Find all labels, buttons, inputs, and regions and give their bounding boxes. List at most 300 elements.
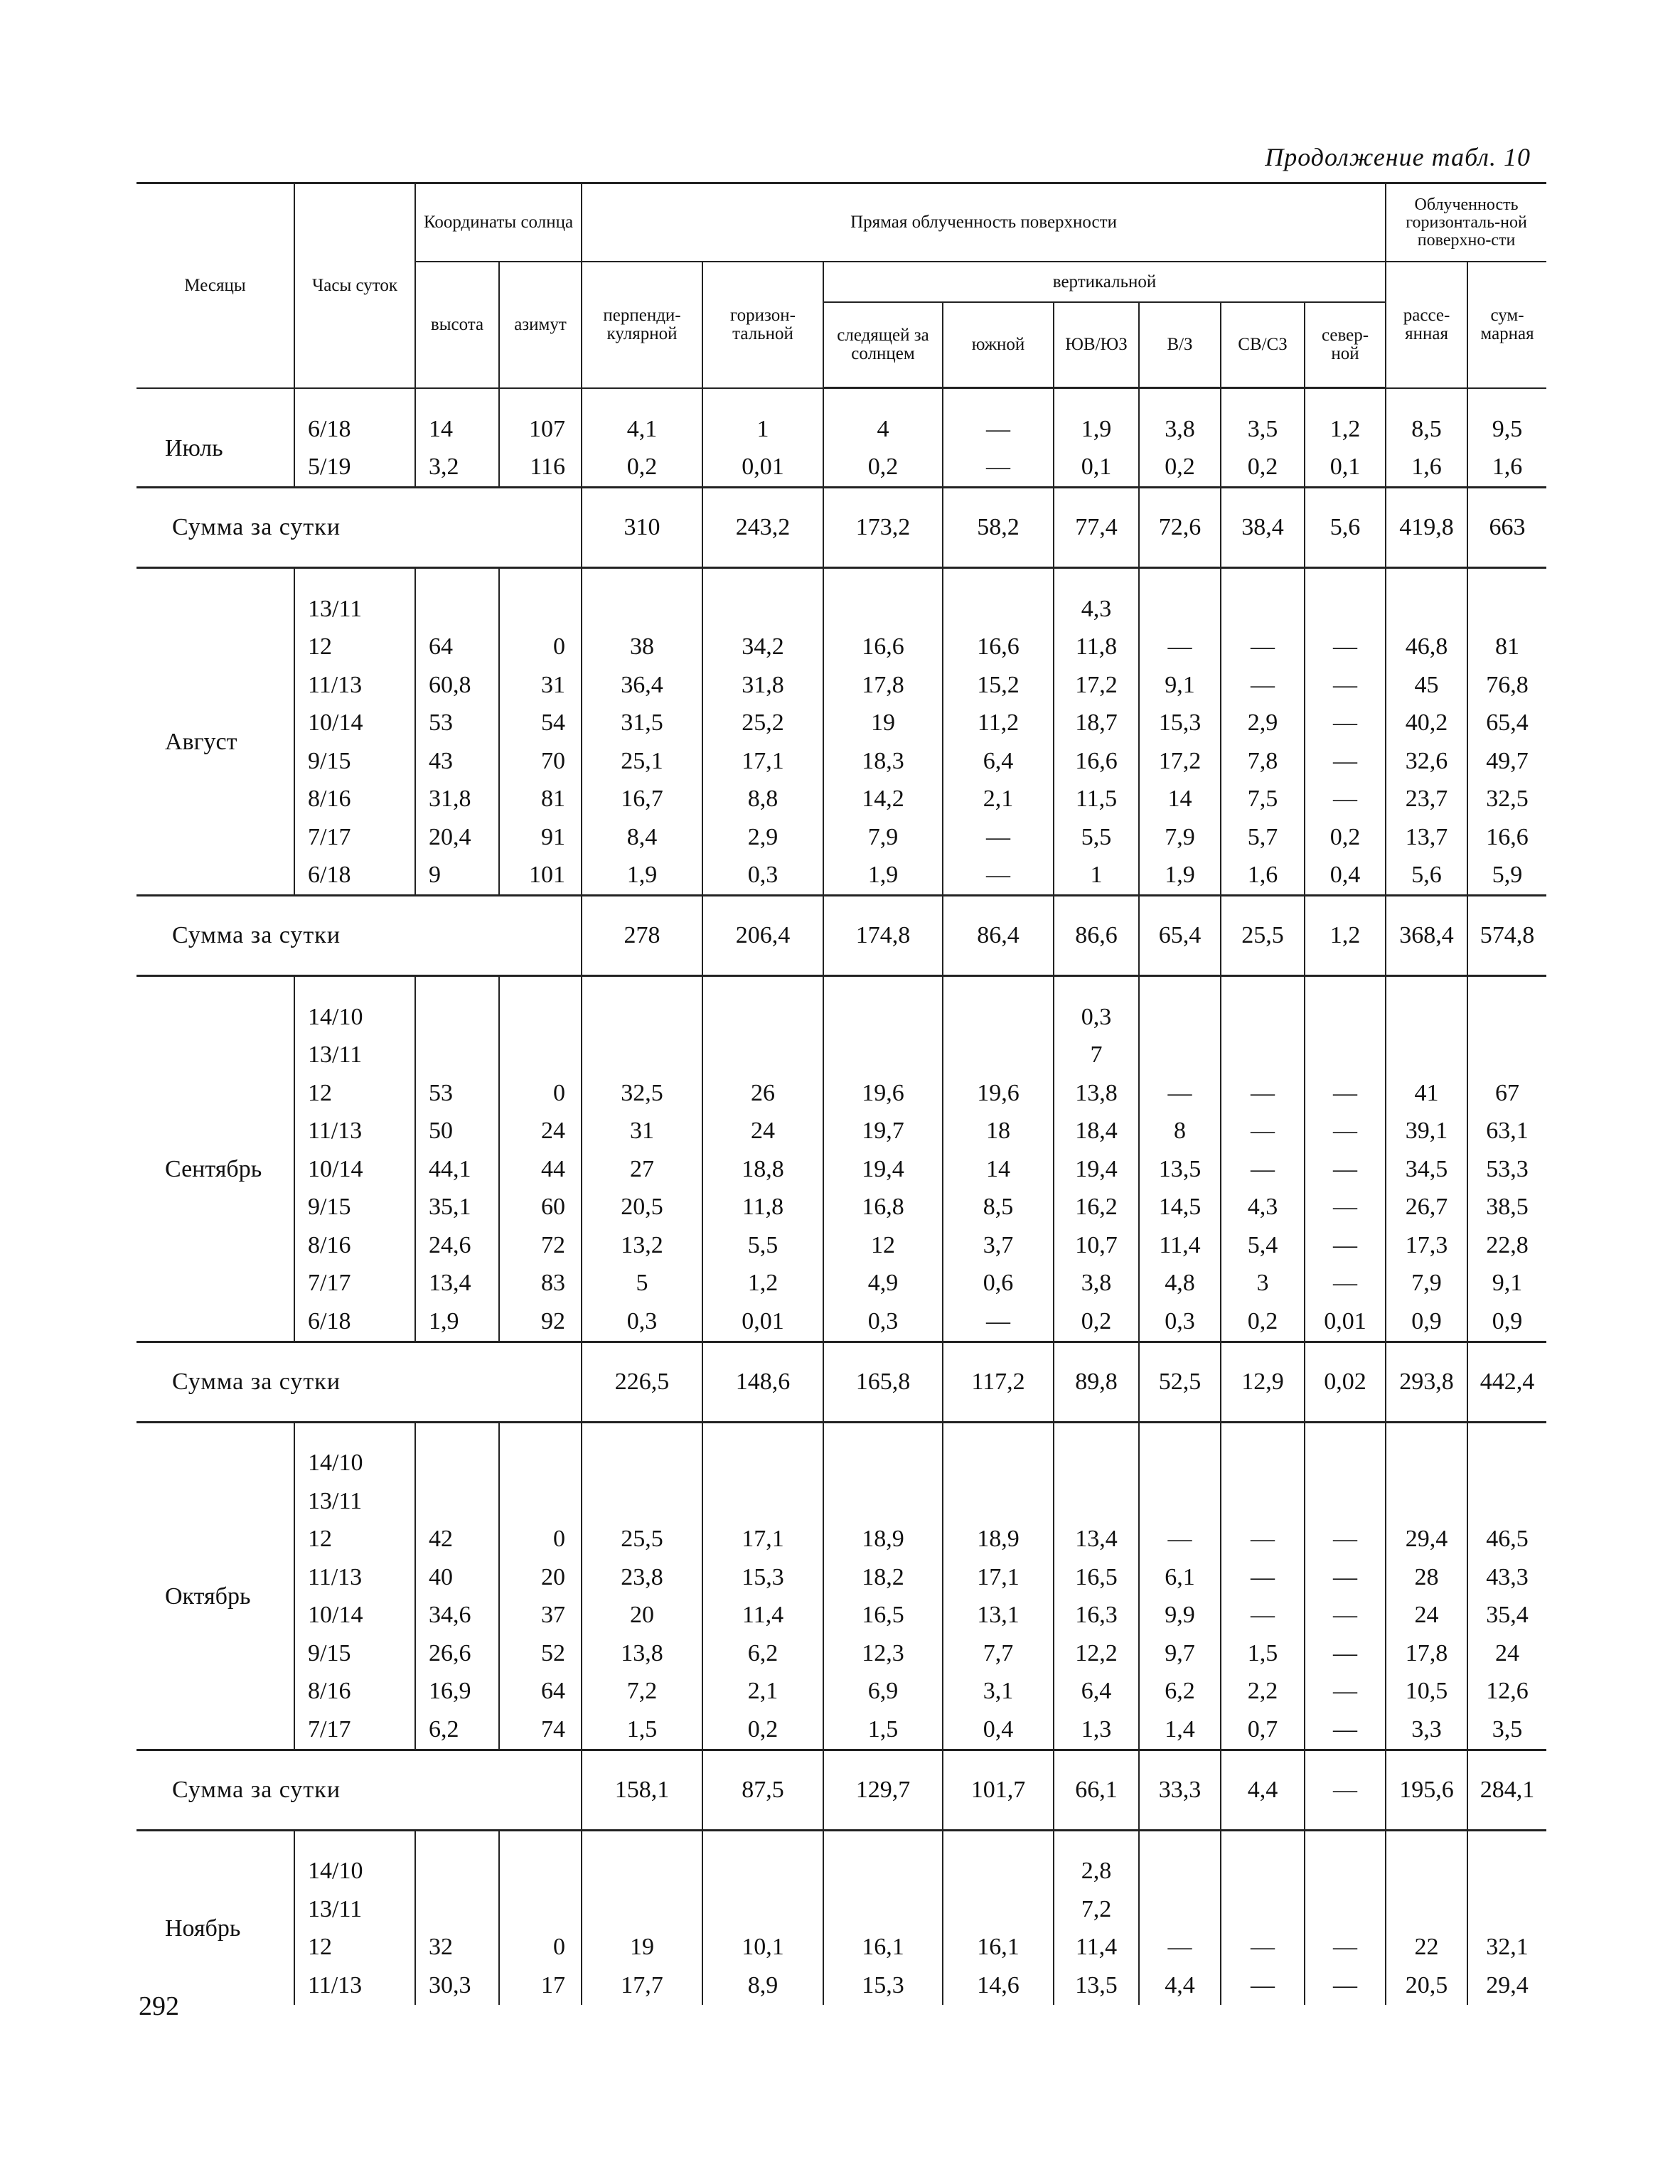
value-cell: 0 xyxy=(499,1074,582,1113)
value-cell: — xyxy=(1221,1966,1305,2005)
value-cell: 19,6 xyxy=(943,1074,1054,1113)
block-spacer xyxy=(137,568,1546,591)
spacer-cell xyxy=(702,1830,823,1853)
hour-cell: 6/18 xyxy=(294,410,415,449)
value-cell: 0,2 xyxy=(1139,449,1221,488)
spacer-cell xyxy=(1305,976,1386,999)
value-cell: 15,3 xyxy=(823,1966,943,2005)
value-cell: 44,1 xyxy=(415,1150,499,1189)
value-cell xyxy=(1221,590,1305,628)
value-cell: 91 xyxy=(499,818,582,857)
value-cell xyxy=(1305,590,1386,628)
value-cell xyxy=(1467,1853,1546,1891)
spacer-cell xyxy=(415,568,499,591)
value-cell: 32,5 xyxy=(1467,781,1546,819)
value-cell: 15,3 xyxy=(702,1558,823,1597)
spacer-cell xyxy=(137,1830,294,1853)
value-cell: 10,5 xyxy=(1386,1673,1467,1711)
value-cell xyxy=(415,1853,499,1891)
value-cell: 7,9 xyxy=(823,818,943,857)
sum-value-cell: 72,6 xyxy=(1139,488,1221,568)
value-cell: 60 xyxy=(499,1189,582,1227)
value-cell xyxy=(823,1037,943,1075)
hour-cell: 9/15 xyxy=(294,1634,415,1673)
value-cell xyxy=(582,1037,702,1075)
spacer-cell xyxy=(823,388,943,411)
value-cell: 30,3 xyxy=(415,1966,499,2005)
value-cell: 11,8 xyxy=(1054,628,1139,667)
value-cell: 16,8 xyxy=(823,1189,943,1227)
value-cell: 0,3 xyxy=(1054,998,1139,1037)
irradiance-table xyxy=(137,182,1546,2005)
spacer-cell xyxy=(294,568,415,591)
value-cell xyxy=(1467,1445,1546,1483)
value-cell: — xyxy=(1221,666,1305,705)
value-cell: 38 xyxy=(582,628,702,667)
value-cell: 1,5 xyxy=(582,1711,702,1750)
value-cell xyxy=(1467,1482,1546,1521)
hour-cell: 6/18 xyxy=(294,1302,415,1342)
value-cell: 11,4 xyxy=(1054,1929,1139,1967)
value-cell: — xyxy=(1305,705,1386,743)
value-cell: 0,9 xyxy=(1386,1302,1467,1342)
table-row xyxy=(137,449,1546,488)
spacer-cell xyxy=(582,568,702,591)
hour-cell: 14/10 xyxy=(294,998,415,1037)
sum-value-cell: 87,5 xyxy=(702,1750,823,1830)
value-cell: 42 xyxy=(415,1521,499,1559)
value-cell: 0,2 xyxy=(1221,1302,1305,1342)
value-cell: 81 xyxy=(1467,628,1546,667)
hour-cell: 13/11 xyxy=(294,590,415,628)
value-cell: — xyxy=(1221,1113,1305,1151)
hour-cell: 8/16 xyxy=(294,1673,415,1711)
sum-value-cell: 310 xyxy=(582,488,702,568)
value-cell: 5,5 xyxy=(1054,818,1139,857)
value-cell: 1 xyxy=(1054,857,1139,896)
value-cell: — xyxy=(1305,1634,1386,1673)
value-cell xyxy=(499,590,582,628)
value-cell xyxy=(1221,1853,1305,1891)
sum-value-cell: 66,1 xyxy=(1054,1750,1139,1830)
value-cell: 18 xyxy=(943,1113,1054,1151)
spacer-cell xyxy=(1305,568,1386,591)
value-cell: 64 xyxy=(499,1673,582,1711)
value-cell: 1,5 xyxy=(823,1711,943,1750)
sum-value-cell: 65,4 xyxy=(1139,896,1221,976)
value-cell: 83 xyxy=(499,1265,582,1303)
value-cell: 3,5 xyxy=(1221,410,1305,449)
spacer-cell xyxy=(582,1830,702,1853)
spacer-cell xyxy=(702,976,823,999)
spacer-cell xyxy=(499,1830,582,1853)
value-cell: 3,8 xyxy=(1054,1265,1139,1303)
value-cell xyxy=(415,998,499,1037)
header-north: север-ной xyxy=(1305,302,1386,388)
value-cell: 3,3 xyxy=(1386,1711,1467,1750)
value-cell: 24 xyxy=(702,1113,823,1151)
value-cell: 8,4 xyxy=(582,818,702,857)
value-cell: 92 xyxy=(499,1302,582,1342)
value-cell xyxy=(499,998,582,1037)
value-cell: — xyxy=(1305,1150,1386,1189)
value-cell xyxy=(943,1890,1054,1929)
sum-value-cell: 52,5 xyxy=(1139,1342,1221,1422)
sum-value-cell: 77,4 xyxy=(1054,488,1139,568)
value-cell: 2,8 xyxy=(1054,1853,1139,1891)
value-cell xyxy=(1139,998,1221,1037)
value-cell xyxy=(499,1853,582,1891)
value-cell: 19,4 xyxy=(823,1150,943,1189)
value-cell xyxy=(582,590,702,628)
value-cell xyxy=(415,1445,499,1483)
header-tracking: следящей за солнцем xyxy=(823,302,943,388)
sum-value-cell: 195,6 xyxy=(1386,1750,1467,1830)
value-cell: 3,2 xyxy=(415,449,499,488)
value-cell: 0,4 xyxy=(1305,857,1386,896)
hour-cell: 10/14 xyxy=(294,1597,415,1635)
value-cell xyxy=(823,1890,943,1929)
value-cell: 7 xyxy=(1054,1037,1139,1075)
value-cell: 19,6 xyxy=(823,1074,943,1113)
hour-cell: 5/19 xyxy=(294,449,415,488)
value-cell: 5,5 xyxy=(702,1226,823,1265)
value-cell: 20,4 xyxy=(415,818,499,857)
value-cell: 18,9 xyxy=(943,1521,1054,1559)
value-cell: 11,5 xyxy=(1054,781,1139,819)
table-row xyxy=(137,1634,1546,1673)
value-cell: 107 xyxy=(499,410,582,449)
value-cell: 32,1 xyxy=(1467,1929,1546,1967)
value-cell xyxy=(1054,1445,1139,1483)
spacer-cell xyxy=(137,388,294,411)
sum-value-cell: 174,8 xyxy=(823,896,943,976)
month-label: Август xyxy=(165,729,237,755)
header-ne-nw: СВ/СЗ xyxy=(1221,302,1305,388)
sum-value-cell: 117,2 xyxy=(943,1342,1054,1422)
value-cell xyxy=(499,1482,582,1521)
value-cell: 18,8 xyxy=(702,1150,823,1189)
value-cell xyxy=(1305,1482,1386,1521)
value-cell: 28 xyxy=(1386,1558,1467,1597)
table-row xyxy=(137,1113,1546,1151)
spacer-cell xyxy=(415,388,499,411)
value-cell xyxy=(1467,1037,1546,1075)
value-cell: 8 xyxy=(1139,1113,1221,1151)
value-cell: 24 xyxy=(1467,1634,1546,1673)
spacer-cell xyxy=(1221,388,1305,411)
value-cell: 11,4 xyxy=(702,1597,823,1635)
header-horizontal: горизон-тальной xyxy=(702,262,823,388)
value-cell: 54 xyxy=(499,705,582,743)
value-cell xyxy=(702,1445,823,1483)
value-cell: 17,8 xyxy=(1386,1634,1467,1673)
value-cell: 0,2 xyxy=(1054,1302,1139,1342)
hour-cell: 10/14 xyxy=(294,1150,415,1189)
value-cell: 46,5 xyxy=(1467,1521,1546,1559)
value-cell xyxy=(1139,1890,1221,1929)
value-cell xyxy=(823,1445,943,1483)
value-cell: — xyxy=(1305,1265,1386,1303)
value-cell xyxy=(943,590,1054,628)
table-row xyxy=(137,1074,1546,1113)
spacer-cell xyxy=(1467,568,1546,591)
value-cell: 9,5 xyxy=(1467,410,1546,449)
spacer-cell xyxy=(1467,388,1546,411)
value-cell xyxy=(1386,998,1467,1037)
value-cell: 4,3 xyxy=(1054,590,1139,628)
value-cell: 17,2 xyxy=(1054,666,1139,705)
value-cell: — xyxy=(1305,1597,1386,1635)
value-cell xyxy=(1054,1482,1139,1521)
value-cell: 72 xyxy=(499,1226,582,1265)
value-cell: 0,2 xyxy=(1305,818,1386,857)
value-cell xyxy=(415,1037,499,1075)
spacer-cell xyxy=(702,388,823,411)
value-cell xyxy=(415,1482,499,1521)
value-cell: 0,2 xyxy=(823,449,943,488)
value-cell: 12,3 xyxy=(823,1634,943,1673)
value-cell: 12 xyxy=(823,1226,943,1265)
table-row xyxy=(137,1037,1546,1075)
value-cell: 0 xyxy=(499,1521,582,1559)
value-cell: 32,6 xyxy=(1386,742,1467,781)
header-se-sw: ЮВ/ЮЗ xyxy=(1054,302,1139,388)
value-cell: 1,6 xyxy=(1221,857,1305,896)
value-cell: 76,8 xyxy=(1467,666,1546,705)
table-header xyxy=(137,183,1546,388)
sum-value-cell: 38,4 xyxy=(1221,488,1305,568)
value-cell: 8,8 xyxy=(702,781,823,819)
month-label: Октябрь xyxy=(165,1583,251,1610)
spacer-cell xyxy=(823,1830,943,1853)
value-cell: 0,2 xyxy=(582,449,702,488)
value-cell: 0 xyxy=(499,1929,582,1967)
value-cell: 24 xyxy=(499,1113,582,1151)
value-cell xyxy=(1139,590,1221,628)
value-cell: 10,7 xyxy=(1054,1226,1139,1265)
spacer-cell xyxy=(1467,976,1546,999)
value-cell xyxy=(702,590,823,628)
spacer-cell xyxy=(499,388,582,411)
daily-sum-row xyxy=(137,488,1546,568)
value-cell: 7,7 xyxy=(943,1634,1054,1673)
value-cell xyxy=(582,1853,702,1891)
spacer-cell xyxy=(702,1422,823,1445)
spacer-cell xyxy=(1054,1830,1139,1853)
value-cell: 16,7 xyxy=(582,781,702,819)
hour-cell: 6/18 xyxy=(294,857,415,896)
value-cell: 7,2 xyxy=(582,1673,702,1711)
hour-cell: 12 xyxy=(294,1521,415,1559)
sum-value-cell: 284,1 xyxy=(1467,1750,1546,1830)
value-cell xyxy=(702,1890,823,1929)
value-cell: — xyxy=(943,1302,1054,1342)
table-row xyxy=(137,1853,1546,1891)
sum-value-cell: 243,2 xyxy=(702,488,823,568)
table-row xyxy=(137,857,1546,896)
value-cell: 0,2 xyxy=(1221,449,1305,488)
table-row xyxy=(137,742,1546,781)
spacer-cell xyxy=(499,568,582,591)
value-cell: 1,5 xyxy=(1221,1634,1305,1673)
spacer-cell xyxy=(1386,1422,1467,1445)
sum-value-cell: 226,5 xyxy=(582,1342,702,1422)
value-cell xyxy=(582,1482,702,1521)
value-cell xyxy=(1305,1037,1386,1075)
sum-value-cell: 101,7 xyxy=(943,1750,1054,1830)
value-cell xyxy=(823,590,943,628)
value-cell: 26,6 xyxy=(415,1634,499,1673)
header-direct-irradiance: Прямая облученность поверхности xyxy=(582,183,1386,262)
value-cell: 101 xyxy=(499,857,582,896)
table-row xyxy=(137,590,1546,628)
hour-cell: 11/13 xyxy=(294,1558,415,1597)
spacer-cell xyxy=(137,1422,294,1445)
value-cell: 18,3 xyxy=(823,742,943,781)
value-cell xyxy=(415,590,499,628)
value-cell xyxy=(1139,1445,1221,1483)
value-cell: 32 xyxy=(415,1929,499,1967)
spacer-cell xyxy=(294,388,415,411)
block-spacer xyxy=(137,976,1546,999)
value-cell: — xyxy=(1221,628,1305,667)
value-cell: — xyxy=(1221,1558,1305,1597)
value-cell: 26 xyxy=(702,1074,823,1113)
value-cell: 1,2 xyxy=(1305,410,1386,449)
value-cell: 22 xyxy=(1386,1929,1467,1967)
value-cell: 17,2 xyxy=(1139,742,1221,781)
value-cell xyxy=(943,1445,1054,1483)
spacer-cell xyxy=(1139,388,1221,411)
header-months: Месяцы xyxy=(137,183,294,388)
value-cell: 41 xyxy=(1386,1074,1467,1113)
value-cell: 19,4 xyxy=(1054,1150,1139,1189)
value-cell: 13,8 xyxy=(582,1634,702,1673)
value-cell: 18,2 xyxy=(823,1558,943,1597)
block-spacer xyxy=(137,1830,1546,1853)
value-cell xyxy=(702,1482,823,1521)
table-row xyxy=(137,410,1546,449)
value-cell: 3,5 xyxy=(1467,1711,1546,1750)
value-cell: 25,1 xyxy=(582,742,702,781)
value-cell: 0,3 xyxy=(823,1302,943,1342)
value-cell: 70 xyxy=(499,742,582,781)
sum-value-cell: 33,3 xyxy=(1139,1750,1221,1830)
value-cell: 49,7 xyxy=(1467,742,1546,781)
sum-value-cell: 165,8 xyxy=(823,1342,943,1422)
value-cell: 9 xyxy=(415,857,499,896)
value-cell: 16,3 xyxy=(1054,1597,1139,1635)
hour-cell: 13/11 xyxy=(294,1890,415,1929)
sum-value-cell: 5,6 xyxy=(1305,488,1386,568)
table-row xyxy=(137,1597,1546,1635)
value-cell: 23,7 xyxy=(1386,781,1467,819)
value-cell: 53,3 xyxy=(1467,1150,1546,1189)
value-cell: 2,1 xyxy=(943,781,1054,819)
hour-cell: 11/13 xyxy=(294,666,415,705)
value-cell: 14 xyxy=(415,410,499,449)
value-cell: 16,6 xyxy=(823,628,943,667)
value-cell: 4,4 xyxy=(1139,1966,1221,2005)
value-cell: 37 xyxy=(499,1597,582,1635)
value-cell: 35,1 xyxy=(415,1189,499,1227)
value-cell: 116 xyxy=(499,449,582,488)
value-cell xyxy=(943,1037,1054,1075)
value-cell: 14,5 xyxy=(1139,1189,1221,1227)
spacer-cell xyxy=(294,1422,415,1445)
value-cell: 45 xyxy=(1386,666,1467,705)
value-cell xyxy=(1386,1482,1467,1521)
value-cell: 31 xyxy=(499,666,582,705)
sum-value-cell: 0,02 xyxy=(1305,1342,1386,1422)
value-cell: 13,2 xyxy=(582,1226,702,1265)
hour-cell: 7/17 xyxy=(294,1711,415,1750)
header-hours: Часы суток xyxy=(294,183,415,388)
value-cell: 20 xyxy=(582,1597,702,1635)
value-cell: 22,8 xyxy=(1467,1226,1546,1265)
value-cell: 16,9 xyxy=(415,1673,499,1711)
spacer-cell xyxy=(1467,1830,1546,1853)
value-cell: 4,8 xyxy=(1139,1265,1221,1303)
hour-cell: 7/17 xyxy=(294,1265,415,1303)
value-cell: 0,3 xyxy=(1139,1302,1221,1342)
value-cell xyxy=(823,1853,943,1891)
value-cell: 13,5 xyxy=(1139,1150,1221,1189)
sum-value-cell: 25,5 xyxy=(1221,896,1305,976)
value-cell: 34,5 xyxy=(1386,1150,1467,1189)
header-perpendicular: перпенди-кулярной xyxy=(582,262,702,388)
value-cell: 13,7 xyxy=(1386,818,1467,857)
value-cell: 52 xyxy=(499,1634,582,1673)
spacer-cell xyxy=(582,976,702,999)
value-cell: 31,8 xyxy=(702,666,823,705)
value-cell: 5,6 xyxy=(1386,857,1467,896)
value-cell: 18,4 xyxy=(1054,1113,1139,1151)
table-row xyxy=(137,1929,1546,1967)
value-cell: 24 xyxy=(1386,1597,1467,1635)
value-cell: 60,8 xyxy=(415,666,499,705)
value-cell: 13,5 xyxy=(1054,1966,1139,2005)
value-cell: — xyxy=(1305,628,1386,667)
hour-cell: 12 xyxy=(294,1929,415,1967)
sum-value-cell: 1,2 xyxy=(1305,896,1386,976)
hour-cell: 12 xyxy=(294,628,415,667)
month-label: Июль xyxy=(165,434,223,461)
value-cell: 7,5 xyxy=(1221,781,1305,819)
value-cell: 16,6 xyxy=(1467,818,1546,857)
value-cell xyxy=(943,1482,1054,1521)
daily-sum-label: Сумма за сутки xyxy=(137,896,582,976)
spacer-cell xyxy=(823,976,943,999)
value-cell: 16,6 xyxy=(1054,742,1139,781)
value-cell: 4,9 xyxy=(823,1265,943,1303)
value-cell: 38,5 xyxy=(1467,1189,1546,1227)
value-cell xyxy=(1467,1890,1546,1929)
month-label: Ноябрь xyxy=(165,1915,241,1942)
hour-cell: 11/13 xyxy=(294,1966,415,2005)
table-row xyxy=(137,705,1546,743)
value-cell: — xyxy=(1139,1074,1221,1113)
value-cell: 6,2 xyxy=(415,1711,499,1750)
value-cell: — xyxy=(1221,1150,1305,1189)
value-cell xyxy=(582,998,702,1037)
value-cell: 23,8 xyxy=(582,1558,702,1597)
value-cell: 16,6 xyxy=(943,628,1054,667)
value-cell: 9,7 xyxy=(1139,1634,1221,1673)
table-row xyxy=(137,1711,1546,1750)
value-cell: 16,5 xyxy=(1054,1558,1139,1597)
